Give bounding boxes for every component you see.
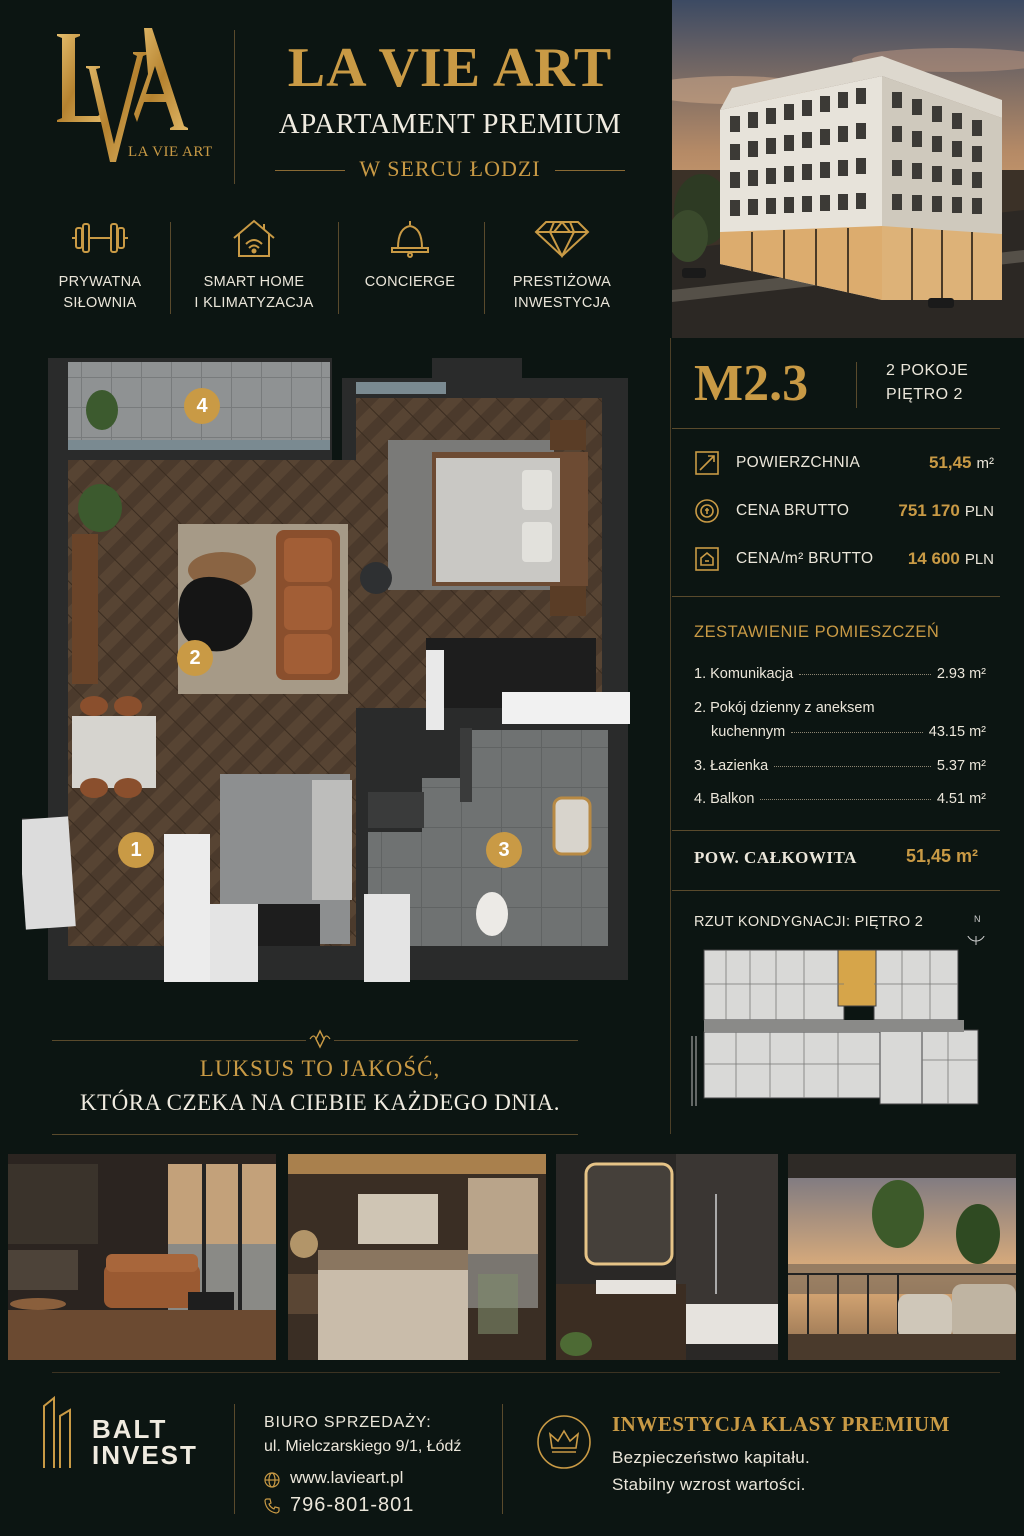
room-marker-1: 1 [118,832,154,868]
list-item [694,758,986,774]
spec-label: CENA/m² BRUTTO [736,550,874,567]
premium-line-2: Stabilny wzrost wartości. [612,1475,806,1494]
room-marker-4: 4 [184,388,220,424]
feature-label: SMART HOME I KLIMATYZACJA [194,274,314,311]
feature-label: PRYWATNA SIŁOWNIA [58,274,142,311]
feature-prestige [482,218,642,314]
rooms-list-title: ZESTAWIENIE POMIESZCZEŃ [694,623,940,641]
tagline-text: W SERCU ŁODZI [359,156,541,181]
photo-living-room [8,1154,276,1360]
divider [672,596,1000,597]
spec-value: 51,45 [928,453,972,472]
building-render [672,0,1024,338]
phone-link[interactable]: 796-801-801 [290,1494,415,1516]
developer-name-line-2: INVEST [92,1440,198,1470]
spec-unit: PLN [964,550,994,568]
price-per-m2-icon [694,546,720,572]
photo-bedroom [288,1154,546,1360]
divider [52,1134,578,1135]
balt-invest-logo [40,1392,100,1472]
floor-plan [22,348,630,984]
list-item [694,791,986,807]
phone-icon [264,1498,280,1514]
divider [672,830,1000,831]
divider [672,890,1000,891]
spec-price-per-m2 [694,544,994,574]
ornament-icon [306,1028,334,1050]
spec-unit: PLN [964,502,994,520]
diamond-icon [532,218,592,258]
photo-bathroom [556,1154,778,1360]
smart-home-icon [224,218,284,258]
divider [502,1404,503,1514]
unit-floor: PIĘTRO 2 [886,386,963,403]
feature-gym [20,218,180,314]
page-subtitle: APARTAMENT PREMIUM [278,108,622,140]
divider [52,1372,1000,1373]
divider [672,428,1000,429]
room-name: 3. Łazienka [694,758,769,774]
room-area: 4.51 m² [936,791,986,807]
feature-smart-home [174,218,334,314]
photo-balcony [788,1154,1016,1360]
list-item [694,724,986,740]
feature-concierge [330,218,490,293]
feature-label: PRESTIŻOWA INWESTYCJA [512,274,612,311]
room-name-cont: kuchennym [711,724,786,740]
divider [856,362,857,408]
compass-icon [963,936,986,945]
office-address: ul. Mielczarskiego 9/1, Łódź [264,1438,462,1455]
spec-value: 14 600 [907,549,960,568]
feature-label: CONCIERGE [364,274,456,290]
room-area: 43.15 m² [928,724,986,740]
motto-line-1: LUKSUS TO JAKOŚĆ, [199,1056,441,1081]
divider [170,222,171,314]
panel-border [670,338,671,1134]
spec-price [694,496,994,526]
list-item [694,700,986,716]
spec-value: 751 170 [898,501,960,520]
office-title: BIURO SPRZEDAŻY: [264,1414,432,1431]
area-icon [694,450,720,476]
spec-area [694,448,994,478]
divider [234,30,235,184]
price-icon [694,498,720,524]
website-link[interactable]: www.lavieart.pl [290,1468,404,1487]
north-label: N [974,914,981,924]
total-area-value: 51,45 m² [906,846,979,866]
divider [234,1404,235,1514]
key-plan [686,936,986,1116]
list-item [694,666,986,682]
unit-rooms: 2 POKOJE [886,362,969,379]
globe-icon [264,1472,280,1488]
crown-icon [536,1414,592,1470]
logo-caption: LA VIE ART [128,144,213,160]
spec-label: POWIERZCHNIA [736,454,861,471]
unit-code: M2.3 [694,355,809,412]
page-title: LA VIE ART [287,37,613,99]
key-plan-title: RZUT KONDYGNACJI: PIĘTRO 2 [694,914,924,930]
room-area: 5.37 m² [936,758,986,774]
room-name: 2. Pokój dzienny z aneksem [694,700,875,716]
room-marker-2: 2 [177,640,213,676]
premium-title: INWESTYCJA KLASY PREMIUM [612,1412,950,1436]
dumbbell-icon [70,218,130,258]
room-name: 4. Balkon [694,791,755,807]
page-tagline [240,156,660,182]
room-area: 2.93 m² [936,666,986,682]
motto-line-2: KTÓRA CZEKA NA CIEBIE KAŻDEGO DNIA. [79,1090,561,1115]
total-area-label: POW. CAŁKOWITA [694,848,857,867]
spec-unit: m² [976,454,994,472]
room-marker-3: 3 [486,832,522,868]
room-name: 1. Komunikacja [694,666,794,682]
spec-label: CENA BRUTTO [736,502,850,519]
highlighted-unit [838,950,876,1006]
developer-name-line-1: BALT [92,1414,168,1444]
premium-line-1: Bezpieczeństwo kapitału. [612,1448,811,1467]
bell-icon [380,218,440,258]
